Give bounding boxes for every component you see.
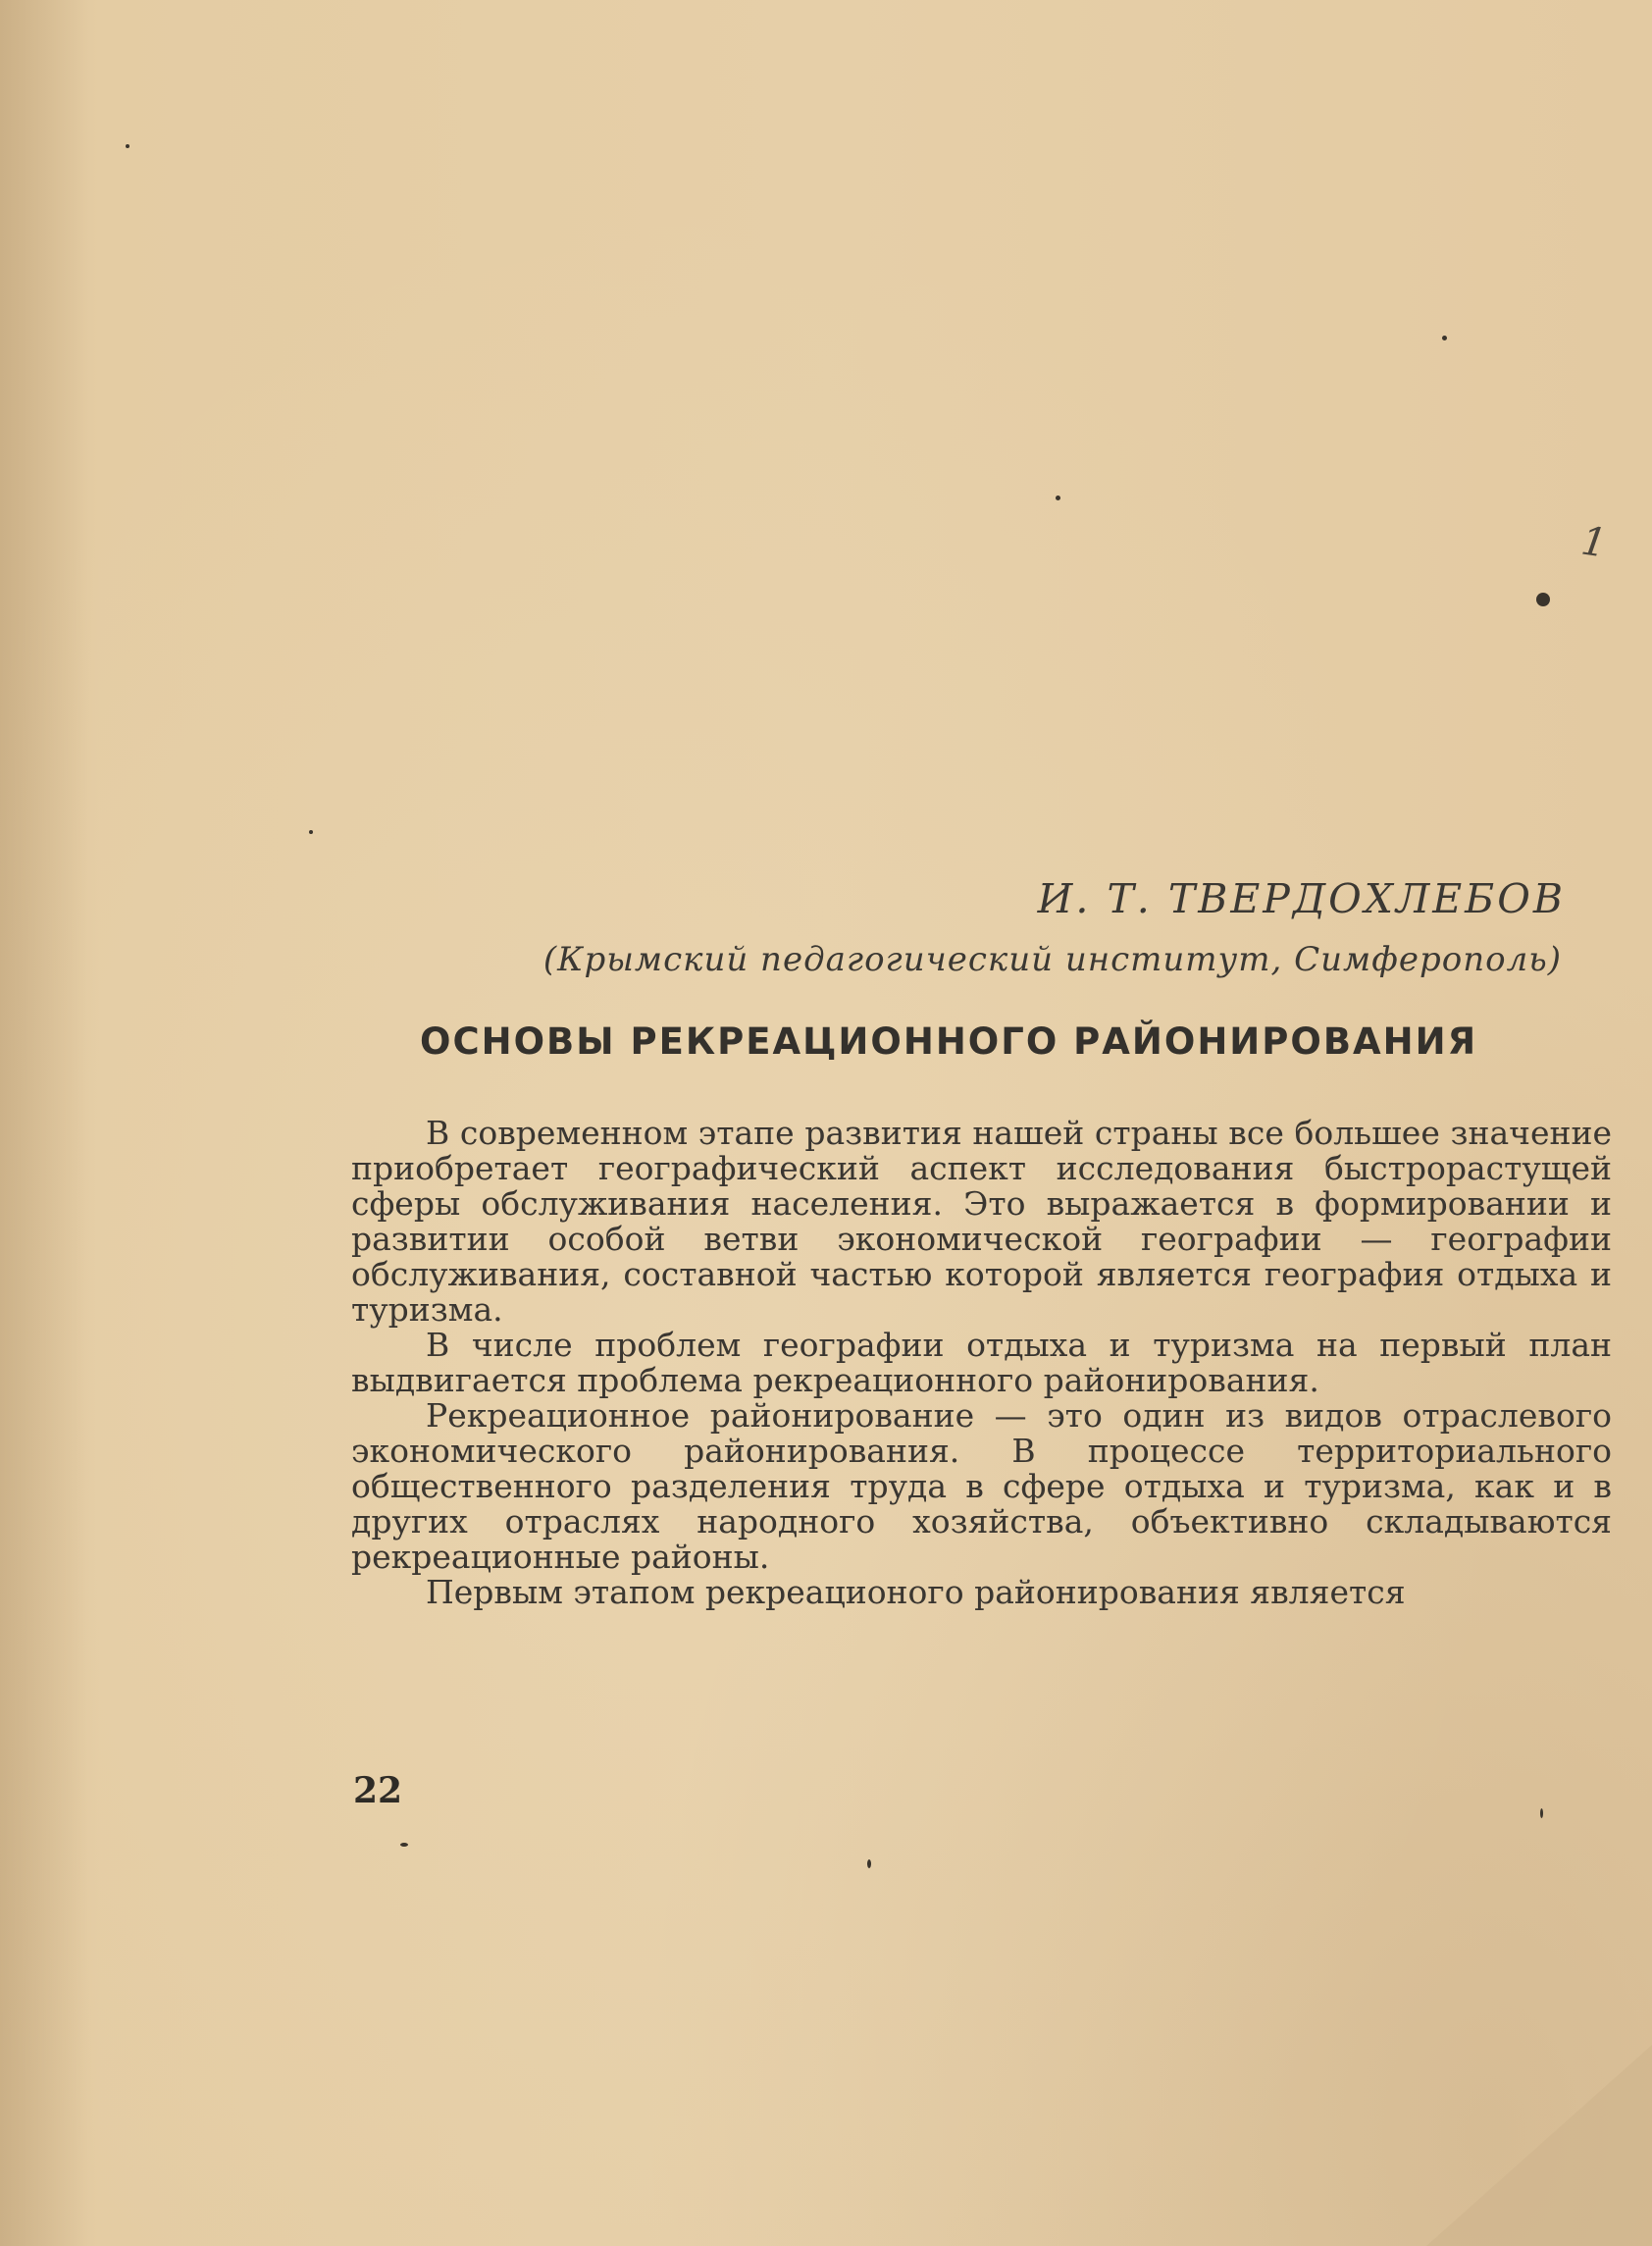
paper-speck <box>1536 593 1550 606</box>
article-title: ОСНОВЫ РЕКРЕАЦИОННОГО РАЙОНИРОВАНИЯ <box>420 1020 1478 1063</box>
paper-speck <box>1442 336 1447 340</box>
author-name: И. Т. ТВЕРДОХЛЕБОВ <box>1037 875 1566 922</box>
article-body <box>351 1116 1612 1610</box>
paragraph: Первым этапом рекреационого районирования является <box>426 1573 1406 1611</box>
paragraph: Рекреационное районирование — это один из видов отраслевого экономического районирования. В процессе территориального общественного разделения труда в сфере отдыха и туризма, как и в других отраслях народного хозяйства, объективно складываются рекреационные районы. <box>351 1396 1612 1576</box>
page-spine-shadow <box>0 0 88 2246</box>
paragraph: В числе проблем географии отдыха и туризма на первый план выдвигается проблема рекреационного районирования. <box>351 1326 1612 1399</box>
paper-speck <box>126 144 129 148</box>
page-corner-fold <box>1426 2045 1652 2246</box>
paragraph: В современном этапе развития нашей страны все большее значение приобретает географический аспект исследования быстрорастущей сферы обслуживания населения. Это выражается в формировании и развитии особой ветви экономической географии — географии обслуживания, составной частью которой является география отдыха и туризма. <box>351 1114 1612 1329</box>
paper-speck <box>867 1859 871 1868</box>
paper-speck <box>309 830 313 834</box>
paper-speck <box>1540 1808 1543 1818</box>
page-number: 22 <box>353 1770 403 1811</box>
paper-speck <box>400 1843 408 1847</box>
author-affiliation: (Крымский педагогический институт, Симферополь) <box>542 940 1562 979</box>
margin-pencil-mark: 1 <box>1577 518 1610 567</box>
paper-speck <box>1056 496 1060 500</box>
